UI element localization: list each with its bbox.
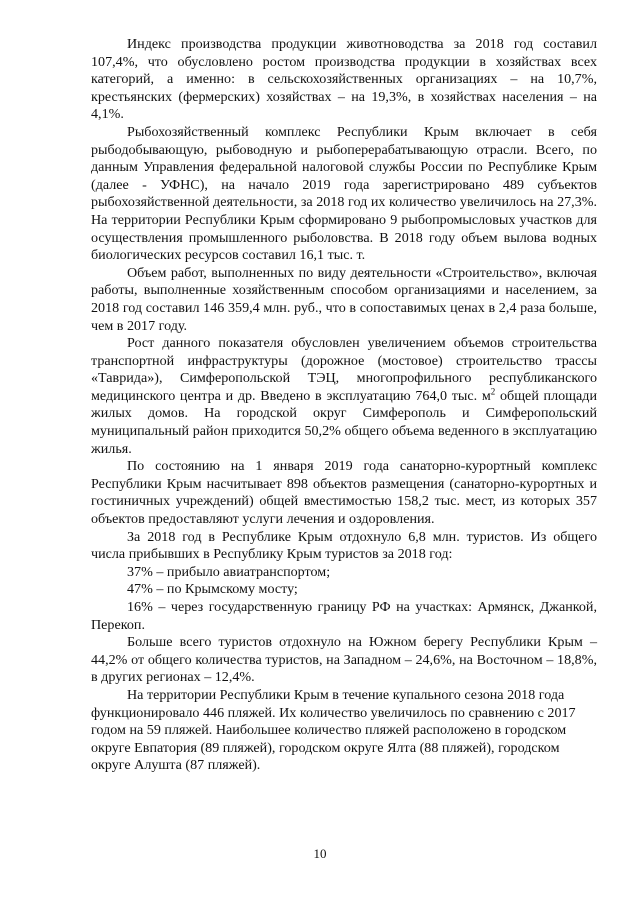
paragraph-beaches: На территории Республики Крым в течение купального сезона 2018 года функционировало 446 пляжей. Их количество увеличилось по сравнению с 2017 годом на 59 пляжей. Наибольшее количество пляжей расположено в городском округе Евпатория (89 пляжей), городском округе Ялта (88 пляжей), городском округе Алушта (87 пляжей). (91, 686, 576, 774)
paragraph-livestock: Индекс производства продукции животноводства за 2018 год составил 107,4%, что обусловлено ростом производства продукции в хозяйствах всех категорий, а именно: в сельскохозяйственных организациях – на 10,7%, крестьянских (фермерских) хозяйствах – на 19,3%, в хозяйствах населения – на 4,1%. (91, 36, 597, 123)
paragraph-regions: Больше всего туристов отдохнуло на Южном берегу Республики Крым – 44,2% от общего количества туристов, на Западном – 24,6%, на Восточном – 18,8%, в других регионах – 12,4%. (91, 634, 597, 686)
list-item-border: 16% – через государственную границу РФ на участках: Армянск, Джанкой, Перекоп. (91, 599, 597, 633)
page-number: 10 (313, 846, 327, 861)
paragraph-construction-growth (91, 335, 597, 458)
list-item-air: 37% – прибыло авиатранспортом; (127, 563, 331, 580)
construction-text-start: Рост данного показателя обусловлен увеличением объемов строительства транспортной инфраструктуры (дорожное (мостовое) строительство трассы «Таврида»), Симферопольской ТЭЦ, многопрофильного республиканского медицинского центра и др. Введено в эксплуатацию 764,0 тыс. м (91, 335, 597, 404)
construction-text-end: общей площади жилых домов. На городской округ Симферополь и Симферопольский муниципальный район приходится 50,2% общего объема веденного в эксплуатацию жилья. (91, 387, 597, 457)
list-item-bridge: 47% – по Крымскому мосту; (127, 581, 298, 598)
paragraph-tourists: За 2018 год в Республике Крым отдохнуло 6,8 млн. туристов. Из общего числа прибывших в Республику Крым туристов за 2018 год: (91, 528, 597, 563)
document-page (91, 36, 597, 775)
paragraph-sanatorium: По состоянию на 1 января 2019 года санаторно-курортный комплекс Республики Крым насчитывает 898 объектов размещения (санаторно-курортных и гостиничных учреждений) общей вместимостью 158,2 тыс. мест, из которых 357 объектов предоставляют услуги лечения и оздоровления. (91, 458, 597, 528)
superscript-two: 2 (490, 386, 496, 397)
paragraph-construction-volume: Объем работ, выполненных по виду деятельности «Строительство», включая работы, выполненные хозяйственным способом организациями и населением, за 2018 год составил 146 359,4 млн. руб., что в сопоставимых ценах в 2,4 раза больше, чем в 2017 году. (91, 264, 597, 334)
paragraph-fishery: Рыбохозяйственный комплекс Республики Крым включает в себя рыбодобывающую, рыбоводную и рыбоперерабатывающую отрасли. Всего, по данным Управления федеральной налоговой службы России по Республике Крым (далее - УФНС), на начало 2019 года зарегистрировано 489 субъектов рыбохозяйственной деятельности, за 2018 год их количество увеличилось на 27,3%. На территории Республики Крым сформировано 9 рыбопромысловых участков для осуществления промышленного рыболовства. В 2018 году объем вылова водных биологических ресурсов составил 16,1 тыс. т. (91, 123, 597, 264)
